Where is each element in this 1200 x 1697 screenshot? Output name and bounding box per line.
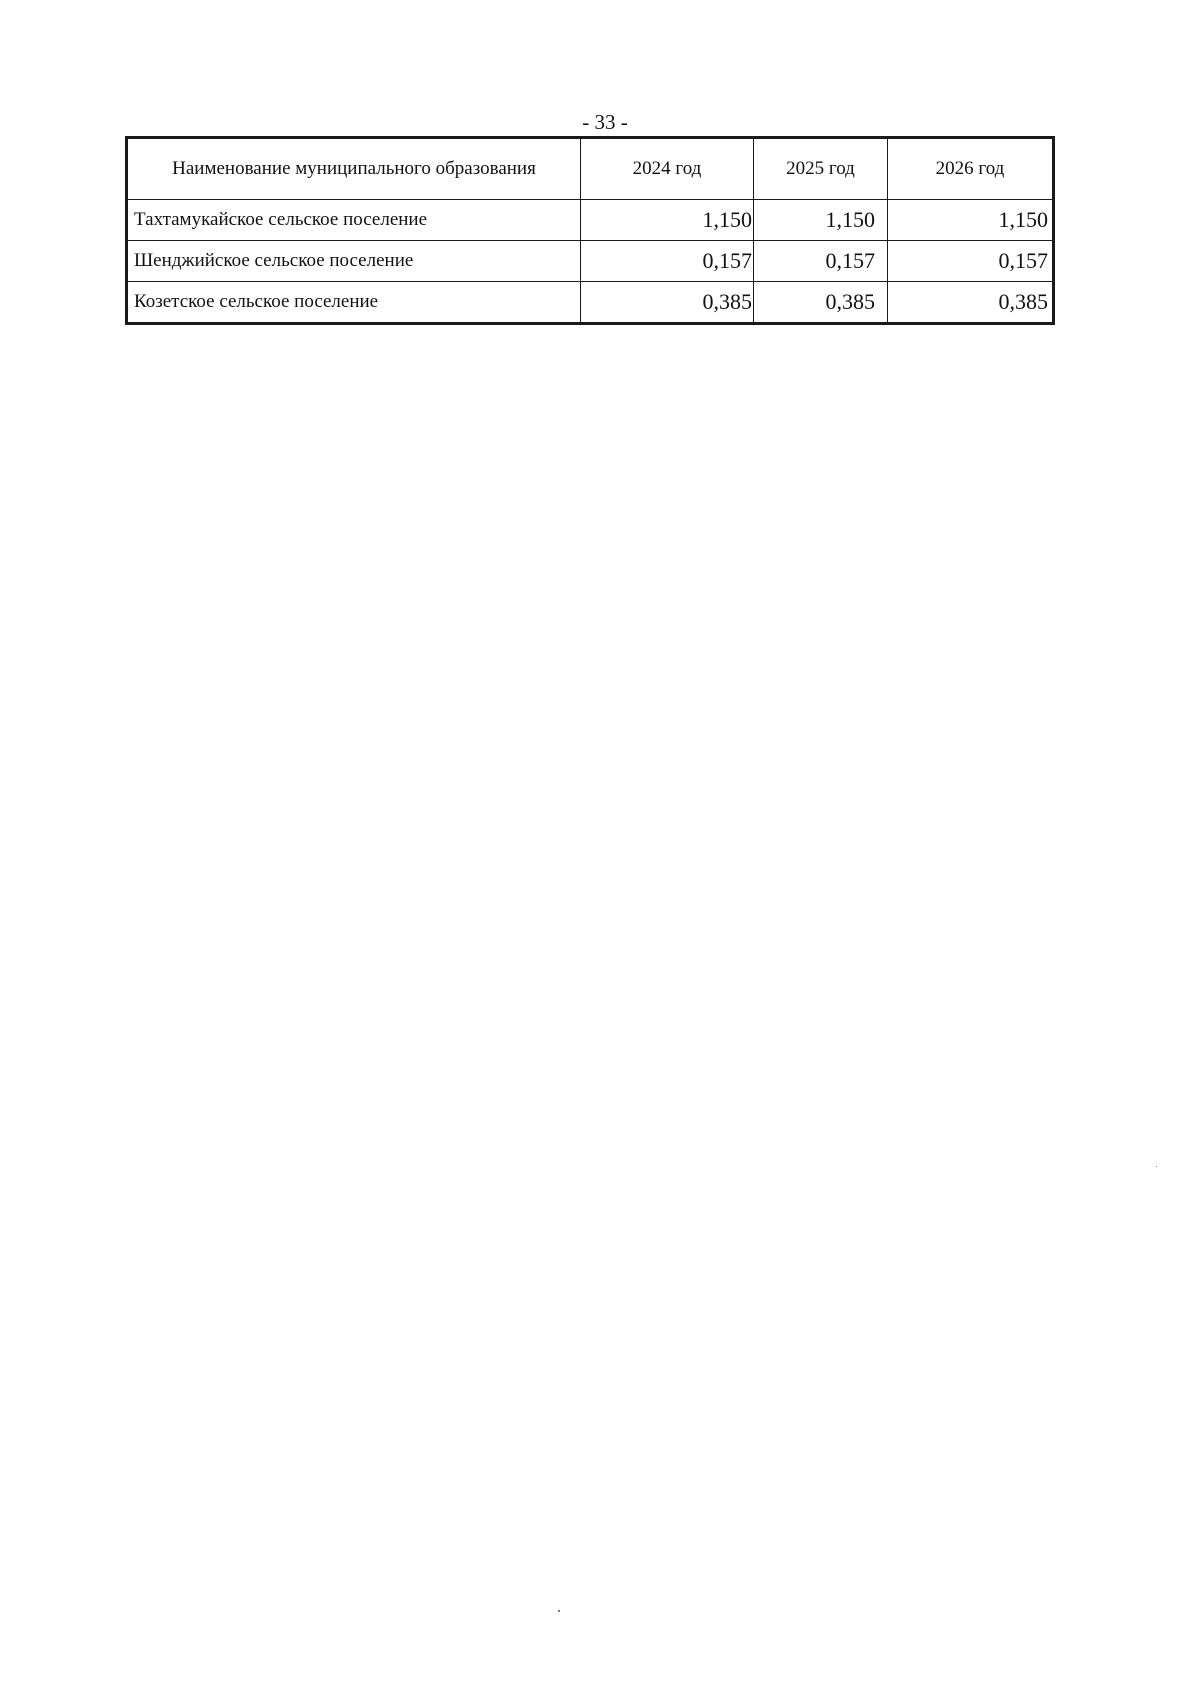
table-row [127, 200, 1054, 241]
scan-speck [1156, 1166, 1157, 1167]
header-year-2026: 2026 год [888, 138, 1054, 200]
row-value-2024: 0,157 [581, 241, 754, 282]
table-header-row [127, 138, 1054, 200]
row-value-2026: 1,150 [888, 200, 1054, 241]
row-value-2024: 0,385 [581, 282, 754, 324]
row-municipality-name: Тахтамукайское сельское поселение [127, 200, 581, 241]
header-year-2024: 2024 год [581, 138, 754, 200]
page-number: - 33 - [582, 110, 628, 134]
row-value-2025: 0,385 [754, 282, 888, 324]
allocation-table [125, 136, 1055, 325]
row-value-2024: 1,150 [581, 200, 754, 241]
row-municipality-name: Шенджийское сельское поселение [127, 241, 581, 282]
row-value-2025: 0,157 [754, 241, 888, 282]
row-municipality-name: Козетское сельское поселение [127, 282, 581, 324]
row-value-2026: 0,385 [888, 282, 1054, 324]
row-value-2025: 1,150 [754, 200, 888, 241]
header-year-2025: 2025 год [754, 138, 888, 200]
table-row [127, 282, 1054, 324]
scan-speck [558, 1610, 560, 1612]
header-municipality-name: Наименование муниципального образования [127, 138, 581, 200]
row-value-2026: 0,157 [888, 241, 1054, 282]
table-row [127, 241, 1054, 282]
